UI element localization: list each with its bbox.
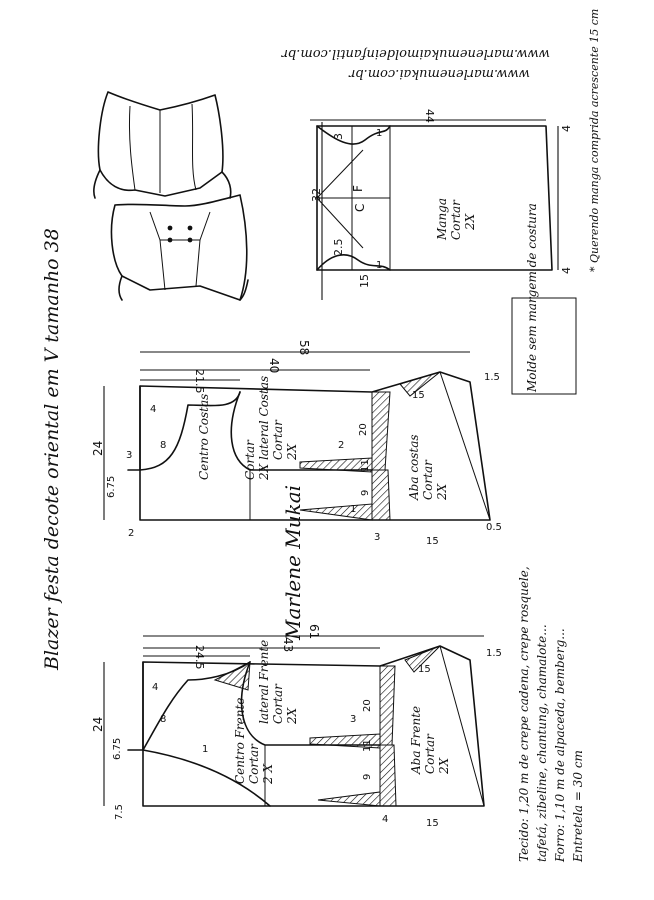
front-half-dim: 24 [91,716,105,732]
back-arm-dim: 8 [160,440,167,451]
back-n15c-dim: 1.5 [484,372,500,383]
website-2: www.marlenemukaimoldeinfantil.com.br [281,46,550,61]
svg-text:Cortar: Cortar [271,684,285,724]
back-piece [128,372,490,520]
back-half-dim: 24 [91,440,105,456]
front-neck-a-dim: 6.75 [112,737,123,760]
materials-fabric-list: tafetá, zibeline, chantung, chamalote... [535,624,549,862]
website-1: www.marlenemukai.com.br [349,66,530,81]
sleeve-cut: Cortar [449,200,463,240]
svg-text:2X: 2X [257,463,271,480]
svg-text:Aba costas: Aba costas [407,434,421,500]
back-n05-dim: 0.5 [486,522,502,533]
back-shoulder-dim: 4 [150,404,157,415]
sleeve-one-b-dim: 1 [376,260,383,271]
sleeve-cap-dim: 15 [358,274,371,288]
back-n15-dim: 15 [412,390,425,401]
website-lines [281,46,550,81]
signature-text: Marlene Mukai [281,484,305,640]
sleeve-note-text: * Querendo manga comprida acrescente 15 cm [588,8,601,272]
svg-text:Centro Frente: Centro Frente [233,697,247,784]
front-shoulder-dim: 4 [152,682,159,693]
back-neck-c-dim: 2 [128,528,135,539]
sleeve-hem-a-dim: 4 [560,125,573,132]
front-n15-dim: 15 [418,664,431,675]
sleeve-center-letter: C [353,203,367,212]
back-n20-dim: 20 [358,423,369,436]
sleeve-hem-b-dim: 4 [560,267,573,274]
back-width-dim: 40 [267,358,281,374]
front-n3-dim: 3 [350,714,357,725]
front-n15b-dim: 15 [426,818,439,829]
sleeve-half-top-dim: 3 [332,133,345,140]
sleeve-length-dim: 44 [423,109,436,123]
svg-text:2X: 2X [435,483,449,500]
back-flap-label [407,434,449,501]
back-side-label [257,376,299,461]
sleeve-width-dim: 32 [310,188,323,202]
back-n15b-dim: 15 [426,536,439,547]
jacket-back-sketch [94,92,231,198]
sleeve-name: Manga [435,197,449,240]
front-n1-dim: 1 [202,744,209,755]
sleeve-label [435,198,477,241]
materials-lining: Forro: 1,10 m de alpaceda, bemberg... [553,628,567,862]
materials-interfacing: Entretela = 30 cm [571,750,585,862]
front-neck-b-dim: 7.5 [114,804,125,820]
jacket-front-sketch [111,195,248,300]
back-total-dim: 58 [297,340,311,356]
svg-text:Aba Frente: Aba Frente [409,705,423,774]
sleeve-half-bottom-dim: 2.5 [332,238,345,256]
no-seam-box [512,203,576,394]
front-flap-label [409,706,451,775]
materials-notes [517,566,585,863]
front-side-label [257,640,299,725]
back-n9-dim: 9 [360,489,371,496]
front-n15c-dim: 1.5 [486,648,502,659]
front-n4-dim: 4 [382,814,389,825]
front-dimensions [91,624,502,829]
front-n20-dim: 20 [362,699,373,712]
front-arm-dim: 8 [160,714,167,725]
svg-text:Cortar: Cortar [421,460,435,500]
svg-text:Centro Costas: Centro Costas [197,393,211,480]
no-seam-text: Molde sem margem de costura [525,203,539,392]
svg-text:Cortar: Cortar [243,440,257,480]
pattern-title: Blazer festa decote oriental em V tamanho 38 [41,228,63,670]
svg-text:2X: 2X [437,757,451,774]
back-n2-dim: 2 [338,440,345,451]
back-n1-dim: 1 [350,504,357,515]
back-neck-a-dim: 3 [126,450,133,461]
front-total-dim: 61 [307,624,321,640]
front-width-dim: 43 [281,637,295,653]
svg-text:Cortar: Cortar [423,734,437,774]
sleeve-note [588,9,601,272]
sleeve-front-letter: F [351,185,365,192]
signature [281,485,305,641]
back-n3-dim: 3 [374,532,381,543]
svg-text:2X: 2X [285,707,299,724]
svg-text:lateral Frente: lateral Frente [257,639,271,724]
back-top-dim: 21.5 [193,369,206,394]
sleeve-qty: 2X [463,213,477,230]
front-n9-dim: 9 [362,773,373,780]
svg-text:Cortar: Cortar [271,420,285,460]
front-top-dim: 24.5 [193,645,206,670]
back-n11-dim: 11 [360,459,371,472]
front-n11-dim: 11 [362,739,373,752]
sleeve-one-a-dim: 1 [376,128,383,139]
materials-fabric: Tecido: 1,20 m de crepe cadena, crepe rosquele, [517,566,531,862]
svg-text:2X: 2X [285,443,299,460]
svg-text:lateral Costas: lateral Costas [257,375,271,460]
back-neck-b-dim: 6.75 [106,475,117,498]
sleeve-piece [317,126,552,270]
svg-text:2 X: 2 X [261,764,275,784]
svg-text:Cortar: Cortar [247,744,261,784]
